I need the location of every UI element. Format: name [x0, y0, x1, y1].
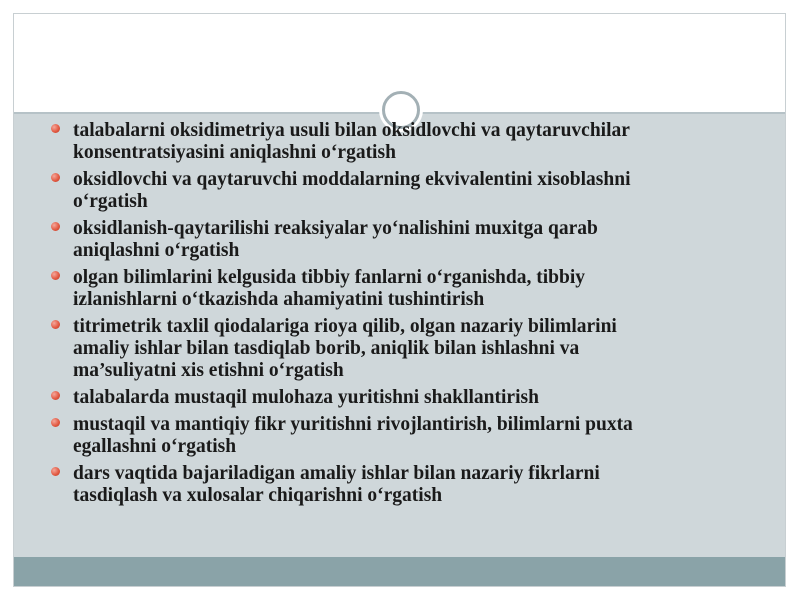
bullet-item	[50, 267, 770, 311]
bullet-dot-icon	[51, 391, 60, 400]
footer-band	[14, 557, 785, 586]
bullet-text: titrimetrik taxlil qiodalariga rioya qilib, olgan nazariy bilimlarini amaliy ishlar bilan tasdiqlab borib, aniqlik bilan ishlashni va ma’suliyatni xis etishni o‘rgatish	[73, 316, 617, 381]
bullet-text: talabalarni oksidimetriya usuli bilan oksidlovchi va qaytaruvchilar konsentratsiyasini aniqlashni o‘rgatish	[73, 120, 630, 163]
bullet-text: mustaqil va mantiqiy fikr yuritishni rivojlantirish, bilimlarni puxta egallashni o‘rgatish	[73, 414, 633, 457]
bullet-item	[50, 414, 770, 458]
bullet-dot-icon	[51, 320, 60, 329]
bullet-item	[50, 169, 770, 213]
bullet-item	[50, 120, 770, 164]
bullet-list	[50, 120, 770, 512]
bullet-dot-icon	[51, 124, 60, 133]
bullet-item	[50, 316, 770, 382]
bullet-item	[50, 463, 770, 507]
bullet-text: talabalarda mustaqil mulohaza yuritishni shakllantirish	[73, 387, 539, 408]
bullet-item	[50, 387, 770, 409]
bullet-dot-icon	[51, 467, 60, 476]
bullet-dot-icon	[51, 418, 60, 427]
bullet-dot-icon	[51, 222, 60, 231]
bullet-text: oksidlovchi va qaytaruvchi moddalarning ekvivalentini xisoblashni o‘rgatish	[73, 169, 631, 212]
bullet-dot-icon	[51, 173, 60, 182]
bullet-dot-icon	[51, 271, 60, 280]
slide	[13, 13, 786, 587]
bullet-item	[50, 218, 770, 262]
bullet-text: olgan bilimlarini kelgusida tibbiy fanlarni o‘rganishda, tibbiy izlanishlarni o‘tkazishda ahamiyatini tushintirish	[73, 267, 585, 310]
bullet-text: dars vaqtida bajariladigan amaliy ishlar bilan nazariy fikrlarni tasdiqlash va xulosalar chiqarishni o‘rgatish	[73, 463, 600, 506]
bullet-text: oksidlanish-qaytarilishi reaksiyalar yo‘nalishini muxitga qarab aniqlashni o‘rgatish	[73, 218, 598, 261]
